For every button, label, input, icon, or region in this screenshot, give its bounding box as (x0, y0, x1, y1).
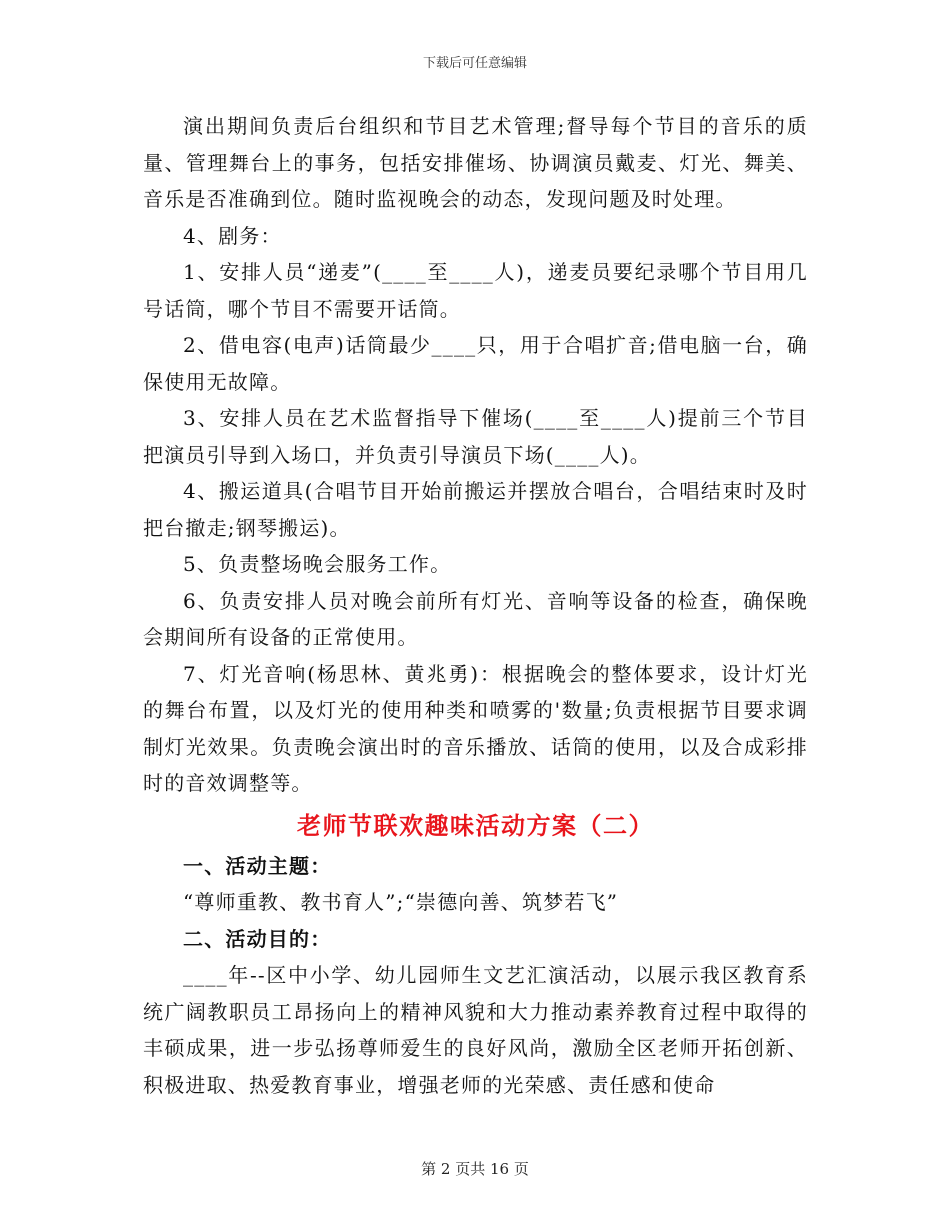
paragraph-activity-theme: “尊师重教、教书育人”;“崇德向善、筑梦若飞” (183, 890, 619, 914)
document-body (143, 108, 808, 1103)
paragraph-item-5: 5、负责整场晚会服务工作。 (183, 552, 452, 576)
heading-activity-theme: 一、活动主题： (183, 853, 332, 878)
paragraph-activity-purpose: ____年--区中小学、幼儿园师生文艺汇演活动，以展示我区教育系统广阔教职员工昂扬向上的精神风貌和大力推动素养教育过程中取得的丰硕成果，进一步弘扬尊师爱生的良好风尚，激励全区老师开拓创新、积极进取、热爱教育事业，增强老师的光荣感、责任感和使命 (143, 963, 808, 1097)
paragraph-item-3: 3、安排人员在艺术监督指导下催场(____至____人)提前三个节目把演员引导到入场口，并负责引导演员下场(____人)。 (143, 406, 808, 467)
paragraph-item-4: 4、搬运道具(合唱节目开始前搬运并摆放合唱台，合唱结束时及时把台撤走;钢琴搬运)。 (143, 479, 808, 540)
page-header: 下载后可任意编辑 (422, 56, 527, 71)
heading-activity-purpose: 二、活动目的： (183, 926, 332, 951)
paragraph-item-2: 2、借电容(电声)话筒最少____只，用于合唱扩音;借电脑一台，确保使用无故障。 (143, 333, 808, 394)
paragraph-item-7: 7、灯光音响(杨思林、黄兆勇)：根据晚会的整体要求，设计灯光的舞台布置，以及灯光的使用种类和喷雾的'数量;负责根据节目要求调制灯光效果。负责晚会演出时的音乐播放、话筒的使用，以及合成彩排时的音效调整等。 (143, 661, 808, 795)
page-footer: 第 2 页共 16 页 (421, 1160, 529, 1178)
paragraph-stage-affairs-heading: 4、剧务： (183, 223, 282, 248)
section-title: 老师节联欢趣味活动方案（二） (297, 810, 654, 840)
paragraph-item-1: 1、安排人员“递麦”(____至____人)，递麦员要纪录哪个节目用几号话筒，哪个节目不需要开话筒。 (143, 260, 808, 321)
paragraph-backstage-management: 演出期间负责后台组织和节目艺术管理;督导每个节目的音乐的质量、管理舞台上的事务，包括安排催场、协调演员戴麦、灯光、舞美、音乐是否准确到位。随时监视晚会的动态，发现问题及时处理。 (143, 114, 808, 211)
paragraph-item-6: 6、负责安排人员对晚会前所有灯光、音响等设备的检查，确保晚会期间所有设备的正常使用。 (143, 588, 808, 649)
